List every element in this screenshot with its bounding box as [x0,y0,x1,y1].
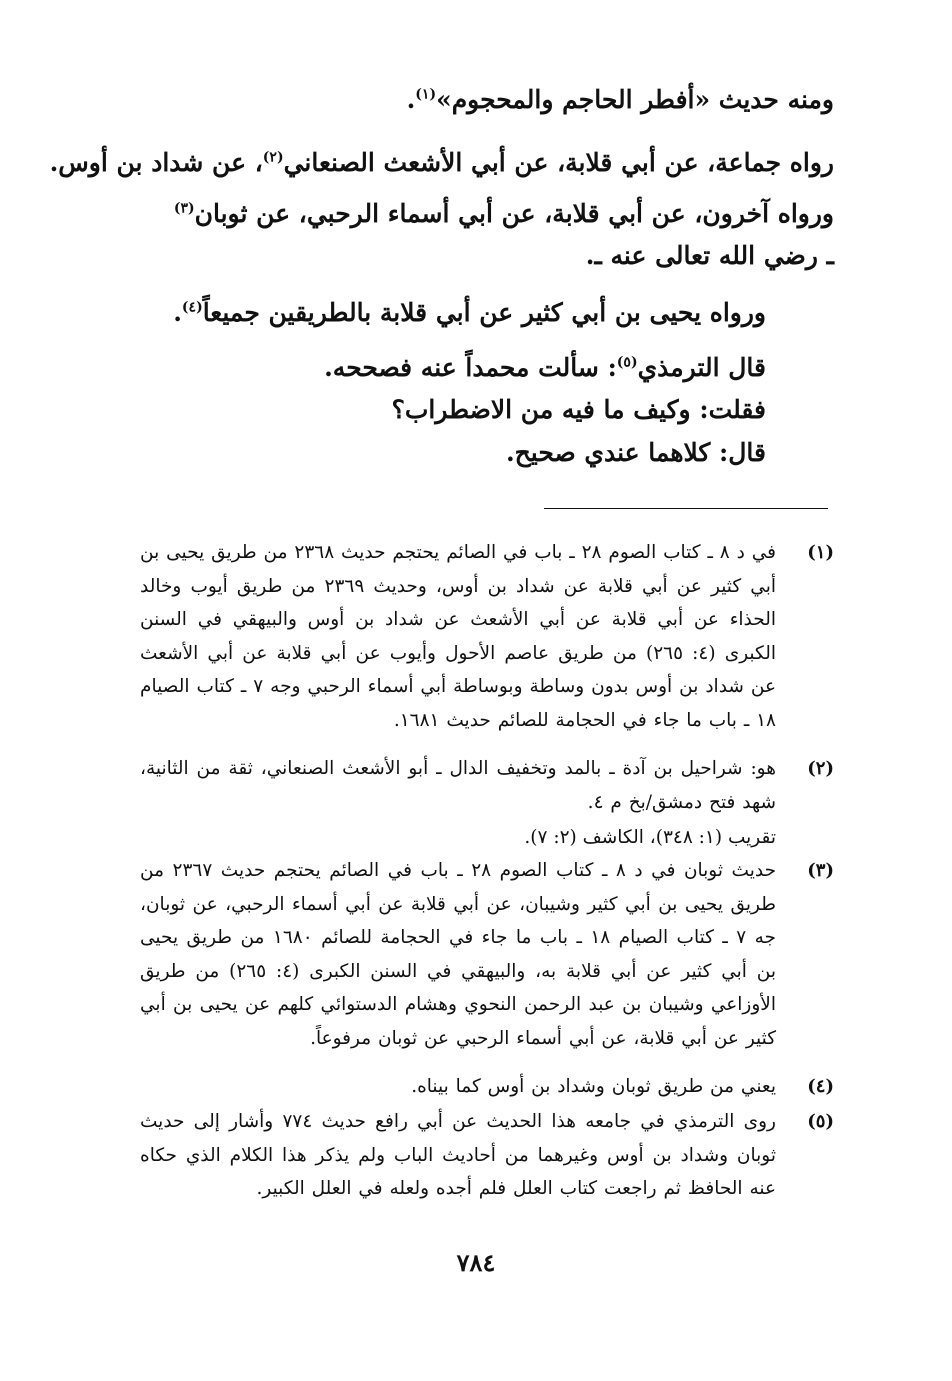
footnote-number: (٢) [807,758,834,779]
page-number: ٧٨٤ [456,1248,496,1277]
footnote [140,1105,834,1206]
footnote-ref: (٣) [173,200,195,217]
footnote [140,536,834,737]
body-line: ورواه آخرون، عن أبي قلابة، عن أبي أسماء الرحبي، عن ثوبان$^{(٣)}$ [173,199,834,228]
footnote-ref: (٥) [616,354,638,371]
body-line: رواه جماعة، عن أبي قلابة، عن أبي الأشعث الصنعاني$^{(٢)}$، عن شداد بن أوس. [49,148,834,177]
footnote-separator [544,508,828,509]
footnote-text: يعني من طريق ثوبان وشداد بن أوس كما بيناه. [411,1076,776,1097]
body-line: قال الترمذي$^{(٥)}$: سألت محمداً عنه فصححه. [324,353,766,382]
body-line: ورواه يحيى بن أبي كثير عن أبي قلابة بالطريقين جميعاً$^{(٤)}$. [173,298,766,327]
footnote-reference-line: تقريب (١: ٣٤٨)، الكاشف (٢: ٧). [524,827,776,848]
body-line: قال: كلاهما عندي صحيح. [505,438,766,467]
footnote-ref: (٢) [262,149,284,166]
footnote-text: حديث ثوبان في د ٨ ـ كتاب الصوم ٢٨ ـ باب في الصائم يحتجم حديث ٢٣٦٧ من طريق يحيى بن أبي كثير وشيبان، عن أبي قلابة عن أبي أسماء الرحبي، عن ثوبان، جه ٧ ـ كتاب الصيام ١٨ ـ باب ما جاء في الحجامة للصائم ١٦٨٠ من طريق يحيى بن أبي كثير عن أبي قلابة به، والبيهقي في السنن الكبرى (٤: ٢٦٥) من طريق الأوزاعي وشيبان بن عبد الرحمن النحوي وهشام الدستوائي كلهم عن يحيى بن أبي كثير عن أبي قلابة، عن أبي أسماء الرحبي عن ثوبان مرفوعاً. [140,860,777,1049]
footnote-text: هو: شراحيل بن آدة ـ بالمد وتخفيف الدال ـ أبو الأشعث الصنعاني، ثقة من الثانية، شهد فتح دمشق/بخ م ٤. [140,758,776,813]
footnote-text: روى الترمذي في جامعه هذا الحديث عن أبي رافع حديث ٧٧٤ وأشار إلى حديث ثوبان وشداد بن أوس وغيرهما من أحاديث الباب ولم يذكر هذا الكلام الذي حكاه عنه الحافظ ثم راجعت كتاب العلل فلم أجده ولعله في العلل الكبير. [140,1111,776,1199]
footnote-number: (١) [807,542,834,563]
footnote-text: في د ٨ ـ كتاب الصوم ٢٨ ـ باب في الصائم يحتجم حديث ٢٣٦٨ من طريق يحيى بن أبي كثير عن أبي قلابة عن شداد بن أوس، وحديث ٢٣٦٩ من طريق أيوب وخالد الحذاء عن أبي قلابة عن أبي الأشعث عن شداد بن أوس والبيهقي في السنن الكبرى (٤: ٢٦٥) من طريق عاصم الأحول وأيوب عن أبي قلابة عن أبي الأشعث عن شداد بن أوس بدون وساطة وبوساطة أبي أسماء الرحبي وجه ٧ ـ كتاب الصيام ١٨ ـ باب ما جاء في الحجامة للصائم حديث ١٦٨١. [140,542,776,731]
footnote-number: (٤) [807,1076,834,1097]
body-line: ـ رضي الله تعالى عنه ـ. [585,241,834,270]
footnote [140,752,834,819]
footnote-ref: (١) [415,86,437,103]
footnote [140,854,834,1055]
footnote-number: (٣) [807,860,834,881]
body-line: فقلت: وكيف ما فيه من الاضطراب؟ [391,395,766,424]
footnote [140,1070,834,1104]
footnote-number: (٥) [807,1111,834,1132]
footnote-ref: (٤) [181,299,203,316]
body-line: ومنه حديث «أفطر الحاجم والمحجوم»$^{(١)}$. [406,85,834,114]
